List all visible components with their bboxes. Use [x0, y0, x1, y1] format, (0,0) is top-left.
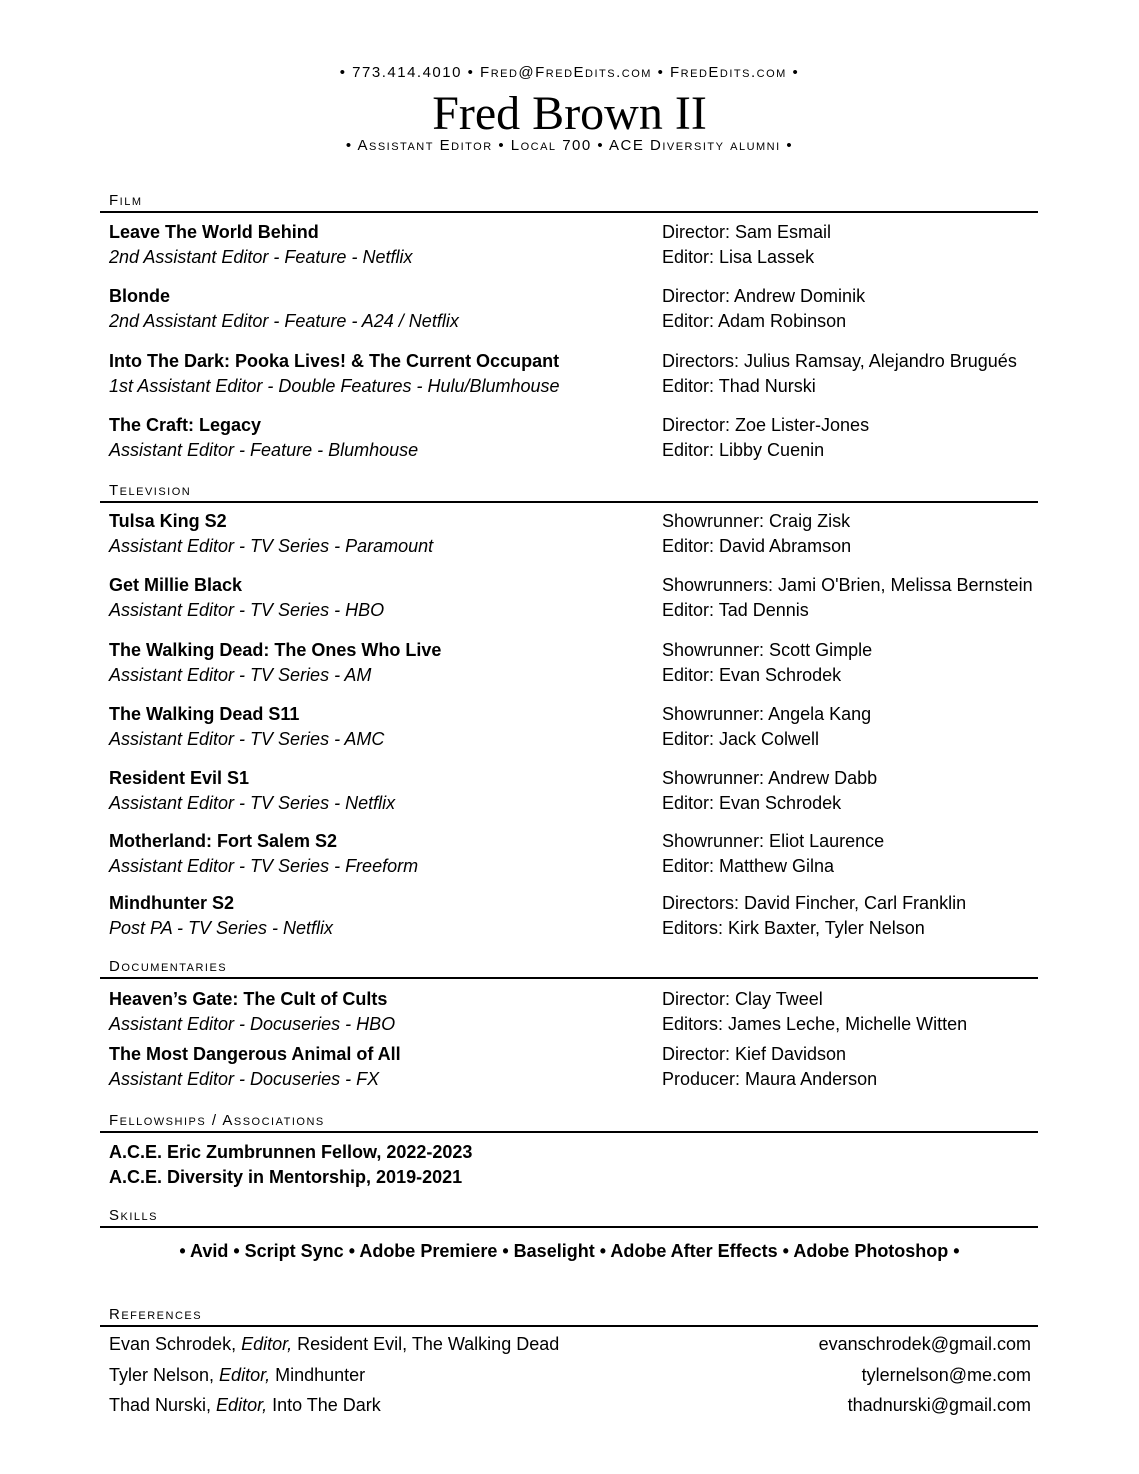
entry-role: Assistant Editor - TV Series - AM [109, 664, 372, 685]
film-entry [109, 413, 1049, 463]
section-heading-references: References [100, 1306, 1038, 1327]
reference-name: Tyler Nelson, [109, 1365, 220, 1385]
entry-credit: Editor: Tad Dennis [662, 599, 809, 620]
entry-credit: Editor: Evan Schrodek [662, 792, 842, 813]
entry-title: Heaven’s Gate: The Cult of Cults [109, 989, 388, 1009]
entry-title: The Most Dangerous Animal of All [109, 1044, 401, 1064]
entry-credit: Director: Zoe Lister-Jones [662, 415, 870, 435]
entry-role: Assistant Editor - TV Series - AMC [109, 728, 385, 749]
entry-title: The Walking Dead: The Ones Who Live [109, 640, 442, 660]
entry-title: Into The Dark: Pooka Lives! & The Current Occupant [109, 351, 560, 371]
television-entry [109, 829, 1049, 879]
reference-role: Editor, [216, 1395, 268, 1415]
entry-credit: Showrunner: Andrew Dabb [662, 768, 878, 788]
reference-person [109, 1362, 365, 1388]
section-heading-skills: Skills [100, 1207, 1038, 1228]
reference-shows: Into The Dark [267, 1395, 381, 1415]
fellowship-item: A.C.E. Eric Zumbrunnen Fellow, 2022-2023 [109, 1142, 473, 1162]
documentary-entry [109, 987, 1049, 1037]
entry-credit: Showrunner: Craig Zisk [662, 511, 851, 531]
entry-credit: Editor: Lisa Lassek [662, 246, 815, 267]
entry-title: Motherland: Fort Salem S2 [109, 831, 338, 851]
entry-credit: Showrunner: Scott Gimple [662, 640, 873, 660]
entry-credit: Showrunner: Eliot Laurence [662, 831, 885, 851]
entry-credit: Producer: Maura Anderson [662, 1068, 878, 1089]
entry-role: 2nd Assistant Editor - Feature - A24 / Netflix [109, 310, 459, 331]
film-entry [109, 220, 1049, 270]
reference-role: Editor, [241, 1334, 293, 1354]
section-heading-film: Film [100, 192, 1038, 213]
entry-title: The Walking Dead S11 [109, 704, 300, 724]
fellowship-item: A.C.E. Diversity in Mentorship, 2019-2021 [109, 1167, 463, 1187]
reference-name: Evan Schrodek, [109, 1334, 242, 1354]
entry-title: Tulsa King S2 [109, 511, 227, 531]
reference-shows: Resident Evil, The Walking Dead [292, 1334, 560, 1354]
entry-credit: Director: Sam Esmail [662, 222, 832, 242]
section-heading-fellowships: Fellowships / Associations [100, 1112, 1038, 1133]
entry-role: 2nd Assistant Editor - Feature - Netflix [109, 246, 413, 267]
entry-credit: Editor: Thad Nurski [662, 375, 816, 396]
entry-title: Resident Evil S1 [109, 768, 250, 788]
entry-credit: Editor: David Abramson [662, 535, 852, 556]
television-entry [109, 573, 1049, 623]
reference-row [109, 1392, 1031, 1418]
entry-credit: Directors: Julius Ramsay, Alejandro Brugués [662, 351, 1017, 371]
reference-name: Thad Nurski, [109, 1395, 217, 1415]
reference-email[interactable]: evanschrodek@gmail.com [818, 1334, 1031, 1354]
reference-person [109, 1392, 381, 1418]
entry-role: 1st Assistant Editor - Double Features - Hulu/Blumhouse [109, 375, 560, 396]
section-heading-documentaries: Documentaries [100, 958, 1038, 979]
entry-role: Assistant Editor - TV Series - Netflix [109, 792, 396, 813]
entry-title: Leave The World Behind [109, 222, 319, 242]
section-heading-television: Television [100, 482, 1038, 503]
entry-title: Blonde [109, 286, 170, 306]
entry-credit: Editors: James Leche, Michelle Witten [662, 1013, 968, 1034]
resume-name: Fred Brown II [432, 87, 707, 140]
television-entry [109, 891, 1049, 941]
television-entry [109, 702, 1049, 752]
reference-shows: Mindhunter [270, 1365, 366, 1385]
entry-credit: Showrunners: Jami O'Brien, Melissa Bernstein [662, 575, 1033, 595]
entry-credit: Editor: Adam Robinson [662, 310, 847, 331]
film-entry [109, 349, 1049, 399]
entry-credit: Director: Kief Davidson [662, 1044, 847, 1064]
entry-role: Assistant Editor - Docuseries - HBO [109, 1013, 396, 1034]
entry-credit: Editor: Libby Cuenin [662, 439, 825, 460]
entry-credit: Director: Clay Tweel [662, 989, 823, 1009]
reference-email[interactable]: thadnurski@gmail.com [847, 1395, 1031, 1415]
reference-row [109, 1362, 1031, 1388]
reference-row [109, 1331, 1031, 1357]
reference-role: Editor, [219, 1365, 271, 1385]
film-entry [109, 284, 1049, 334]
documentary-entry [109, 1042, 1049, 1092]
reference-email[interactable]: tylernelson@me.com [861, 1365, 1031, 1385]
entry-credit: Directors: David Fincher, Carl Franklin [662, 893, 967, 913]
television-entry [109, 638, 1049, 688]
entry-role: Assistant Editor - TV Series - Paramount [109, 535, 434, 556]
entry-role: Assistant Editor - Docuseries - FX [109, 1068, 380, 1089]
entry-role: Post PA - TV Series - Netflix [109, 917, 334, 938]
entry-credit: Editor: Jack Colwell [662, 728, 820, 749]
tagline: • Assistant Editor • Local 700 • ACE Diversity alumni • [345, 137, 794, 154]
entry-credit: Director: Andrew Dominik [662, 286, 866, 306]
entry-title: Mindhunter S2 [109, 893, 234, 913]
entry-title: The Craft: Legacy [109, 415, 262, 435]
contact-line: • 773.414.4010 • Fred@FredEdits.com • FredEdits.com • [339, 64, 800, 81]
entry-credit: Editor: Evan Schrodek [662, 664, 842, 685]
entry-role: Assistant Editor - TV Series - HBO [109, 599, 385, 620]
television-entry [109, 766, 1049, 816]
entry-title: Get Millie Black [109, 575, 243, 595]
entry-role: Assistant Editor - TV Series - Freeform [109, 855, 419, 876]
skills-list: • Avid • Script Sync • Adobe Premiere • Baselight • Adobe After Effects • Adobe Photoshop • [179, 1241, 960, 1261]
entry-credit: Editor: Matthew Gilna [662, 855, 835, 876]
entry-credit: Editors: Kirk Baxter, Tyler Nelson [662, 917, 925, 938]
television-entry [109, 509, 1049, 559]
entry-role: Assistant Editor - Feature - Blumhouse [109, 439, 419, 460]
reference-person [109, 1331, 559, 1357]
entry-credit: Showrunner: Angela Kang [662, 704, 872, 724]
